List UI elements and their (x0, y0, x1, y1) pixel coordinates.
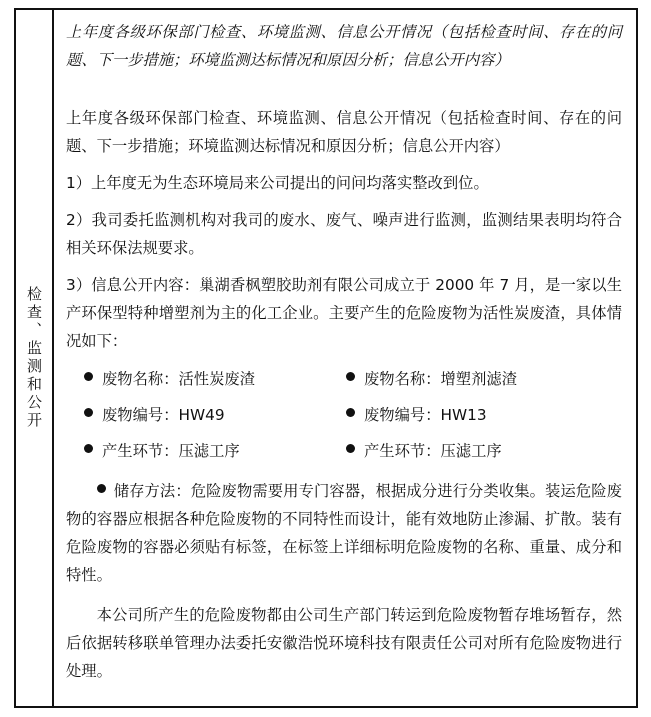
waste-code-label: 废物编号： (364, 406, 441, 424)
waste-bullet-list (66, 365, 622, 465)
heading-italic: 上年度各级环保部门检查、环境监测、信息公开情况（包括检查时间、存在的问题、下一步措施；环境监测达标情况和原因分析；信息公开内容） (66, 23, 622, 69)
disclosure-table (14, 8, 638, 708)
storage-method-paragraph (66, 477, 622, 589)
item-3: 3）信息公开内容：巢湖香枫塑胶助剂有限公司成立于 2000 年 7 月，是一家以生产环保型特种增塑剂为主的化工企业。主要产生的危险废物为活性炭废渣，具体情况如下： (66, 276, 622, 350)
list-item (66, 437, 344, 465)
spacer (66, 74, 622, 104)
item-1: 1）上年度无为生态环境局来公司提出的问问均落实整改到位。 (66, 174, 489, 192)
bullet-dot-icon (84, 408, 93, 417)
table-row (66, 401, 622, 429)
waste-name-label: 废物名称： (364, 370, 441, 388)
list-item (344, 365, 622, 393)
bullet-dot-icon (97, 484, 106, 493)
waste-source-label: 产生环节： (102, 442, 179, 460)
bullet-dot-icon (346, 408, 355, 417)
waste-code-value: HW13 (440, 406, 487, 424)
item-2: 2）我司委托监测机构对我司的废水、废气、噪声进行监测，监测结果表明均符合相关环保法规要求。 (66, 211, 622, 257)
table-content-cell (54, 10, 636, 706)
waste-code-label: 废物编号： (102, 406, 179, 424)
waste-name-value: 活性炭废渣 (178, 370, 255, 388)
waste-name-value: 增塑剂滤渣 (440, 370, 517, 388)
waste-source-label: 产生环节： (364, 442, 441, 460)
bullet-dot-icon (84, 372, 93, 381)
transfer-paragraph: 本公司所产生的危险废物都由公司生产部门转运到危险废物暂存堆场暂存，然后依据转移联单管理办法委托安徽浩悦环境科技有限责任公司对所有危险废物进行处理。 (66, 606, 622, 680)
bullet-dot-icon (84, 444, 93, 453)
list-item (66, 401, 344, 429)
row-label-text: 检查、监测和公开 (25, 286, 43, 430)
list-item (344, 437, 622, 465)
storage-method-label: 储存方法： (113, 482, 191, 500)
bullet-dot-icon (346, 444, 355, 453)
list-item (66, 365, 344, 393)
waste-name-label: 废物名称： (102, 370, 179, 388)
waste-code-value: HW49 (178, 406, 225, 424)
table-row (66, 437, 622, 465)
table-row-label-cell (16, 10, 54, 706)
heading-plain: 上年度各级环保部门检查、环境监测、信息公开情况（包括检查时间、存在的问题、下一步措施；环境监测达标情况和原因分析；信息公开内容） (66, 109, 622, 155)
bullet-dot-icon (346, 372, 355, 381)
table-row (66, 365, 622, 393)
list-item (344, 401, 622, 429)
storage-method-text: 危险废物需要用专门容器，根据成分进行分类收集。装运危险废物的容器应根据各种危险废物的不同特性而设计，能有效地防止渗漏、扩散。装有危险废物的容器必须贴有标签，在标签上详细标明危险废物的名称、重量、成分和特性。 (66, 482, 622, 584)
waste-source-value: 压滤工序 (440, 442, 502, 460)
waste-source-value: 压滤工序 (178, 442, 240, 460)
